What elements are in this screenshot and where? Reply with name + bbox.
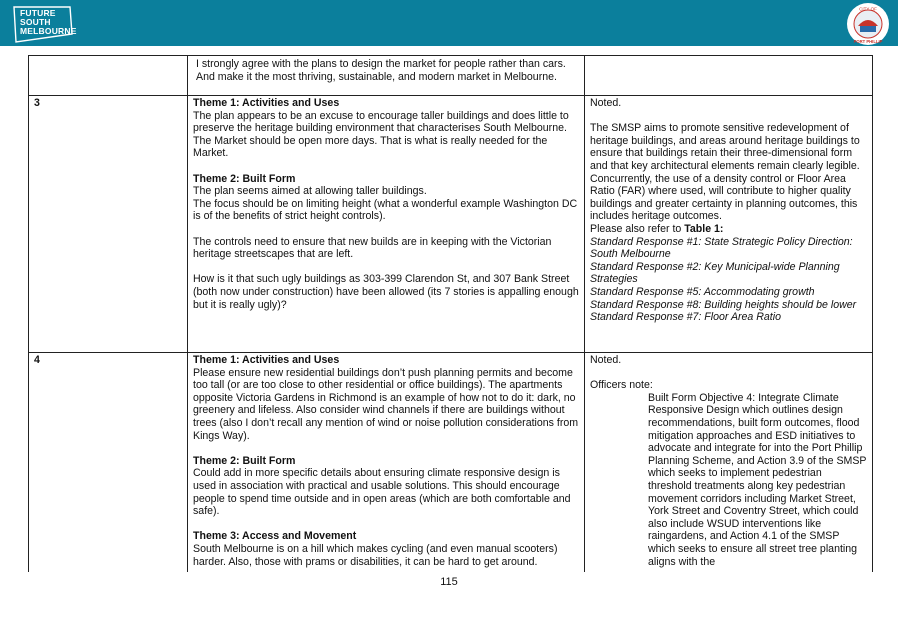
table-row (29, 96, 873, 353)
submission-paragraph: The plan appears to be an excuse to encourage taller buildings and does little to preserve the heritage building environment that characterises South Melbourne. The Market should be open more days. That is what is really needed for the Market. (193, 109, 569, 160)
submission-text (188, 56, 585, 96)
standard-response: Standard Response #1: State Strategic Policy Direction: South Melbourne (590, 235, 853, 261)
seal-top-text: CITY OF (859, 6, 877, 12)
submission-number (29, 56, 188, 96)
logo-line: SOUTH (20, 17, 51, 27)
table-row (29, 56, 873, 96)
officers-note-label: Officers note: (590, 379, 653, 392)
theme-heading: Theme 3: Access and Movement (193, 530, 357, 543)
submission-text (188, 353, 585, 583)
submission-paragraph: The plan seems aimed at allowing taller buildings. (193, 185, 427, 198)
submission-text (188, 96, 585, 353)
city-of-port-phillip-seal (846, 2, 890, 46)
refer-table-link: Table 1: (684, 222, 724, 235)
refer-text: Please also refer to (590, 222, 685, 235)
response-refer (590, 223, 867, 236)
header-banner (0, 0, 898, 46)
logo-line: MELBOURNE (20, 26, 77, 36)
table-row (29, 353, 873, 583)
theme-heading: Theme 1: Activities and Uses (193, 354, 340, 366)
theme-heading: Theme 2: Built Form (193, 172, 296, 185)
logo-text (20, 9, 77, 36)
submission-paragraph: I strongly agree with the plans to design the market for people rather than cars. And make it the most thriving, sustainable, and modern market in Melbourne. (196, 58, 566, 83)
submission-paragraph: The focus should be on limiting height (what a wonderful example Washington DC is of the benefits of strict height controls). (193, 197, 578, 223)
response-noted: Noted. (590, 354, 622, 366)
submission-paragraph: Please ensure new residential buildings don’t push planning permits and become too tall (or are too close to other residential or office buildings). The apartments opposite Victoria Gardens in Richmond is an example of how not to do it: dark, no greenery and lifeless. Also consider wind channels if there are buildings without trees (also I don’t recall any mention of wind or noise pollution considerations from Kings Way). (193, 366, 579, 442)
standard-response: Standard Response #8: Building heights should be lower (590, 298, 857, 311)
logo-line: FUTURE (20, 8, 56, 18)
standard-response: Standard Response #2: Key Municipal-wide Planning Strategies (590, 260, 840, 286)
officer-response (585, 353, 873, 583)
officer-response (585, 96, 873, 353)
theme-heading: Theme 1: Activities and Uses (193, 97, 340, 109)
theme-heading: Theme 2: Built Form (193, 454, 296, 467)
page-number: 115 (440, 576, 458, 588)
submission-number: 3 (29, 96, 188, 353)
seal-bottom-text: PORT PHILLIP (853, 39, 883, 44)
officer-response (585, 56, 873, 96)
submission-paragraph: South Melbourne is on a hill which makes cycling (and even manual scooters) harder. Also, those with prams or disabilities, it can be hard to get around. (193, 542, 558, 568)
standard-response: Standard Response #7: Floor Area Ratio (590, 311, 781, 324)
submission-paragraph: How is it that such ugly buildings as 303-399 Clarendon St, and 307 Bank Street (both now under construction) have been allowed (its 7 stories is appalling enough but it is really ugly)? (193, 273, 579, 311)
response-noted: Noted. (590, 97, 622, 109)
standard-response: Standard Response #5: Accommodating growth (590, 285, 815, 298)
response-paragraph: Built Form Objective 4: Integrate Climate Responsive Design which outlines design recommendations, built form outcomes, flood mitigation approaches and ESD initiatives to advocate and integrate for into the Port Phillip Planning Scheme, and Action 3.9 of the SMSP which seeks to implement pedestrian threshold treatments along key pedestrian movement corridors including Market Street, York Street and Coventry Street, which could also include WSUD interventions like raingardens, and Action 4.1 of the SMSP which seeks to ensure all street tree planting aligns with the (648, 391, 867, 568)
submission-paragraph: Could add in more specific details about ensuring climate responsive design is used in association with practical and usable solutions. This should encourage people to spend time outside and in open areas (which are both comfortable and safe). (193, 467, 571, 518)
submission-paragraph: The controls need to ensure that new builds are in keeping with the Victorian heritage streetscapes that are left. (193, 235, 552, 261)
submissions-table (28, 55, 873, 583)
response-paragraph: The SMSP aims to promote sensitive redevelopment of heritage buildings, and areas around heritage buildings to ensure that buildings retain their three-dimensional form and that key architectural elements remain clearly legible. Concurrently, the use of a density control or Floor Area Ratio (FAR) where used, will contribute to higher quality buildings and greater certainty in planning outcomes, this includes heritage outcomes. (590, 122, 860, 223)
submission-number: 4 (29, 353, 188, 583)
